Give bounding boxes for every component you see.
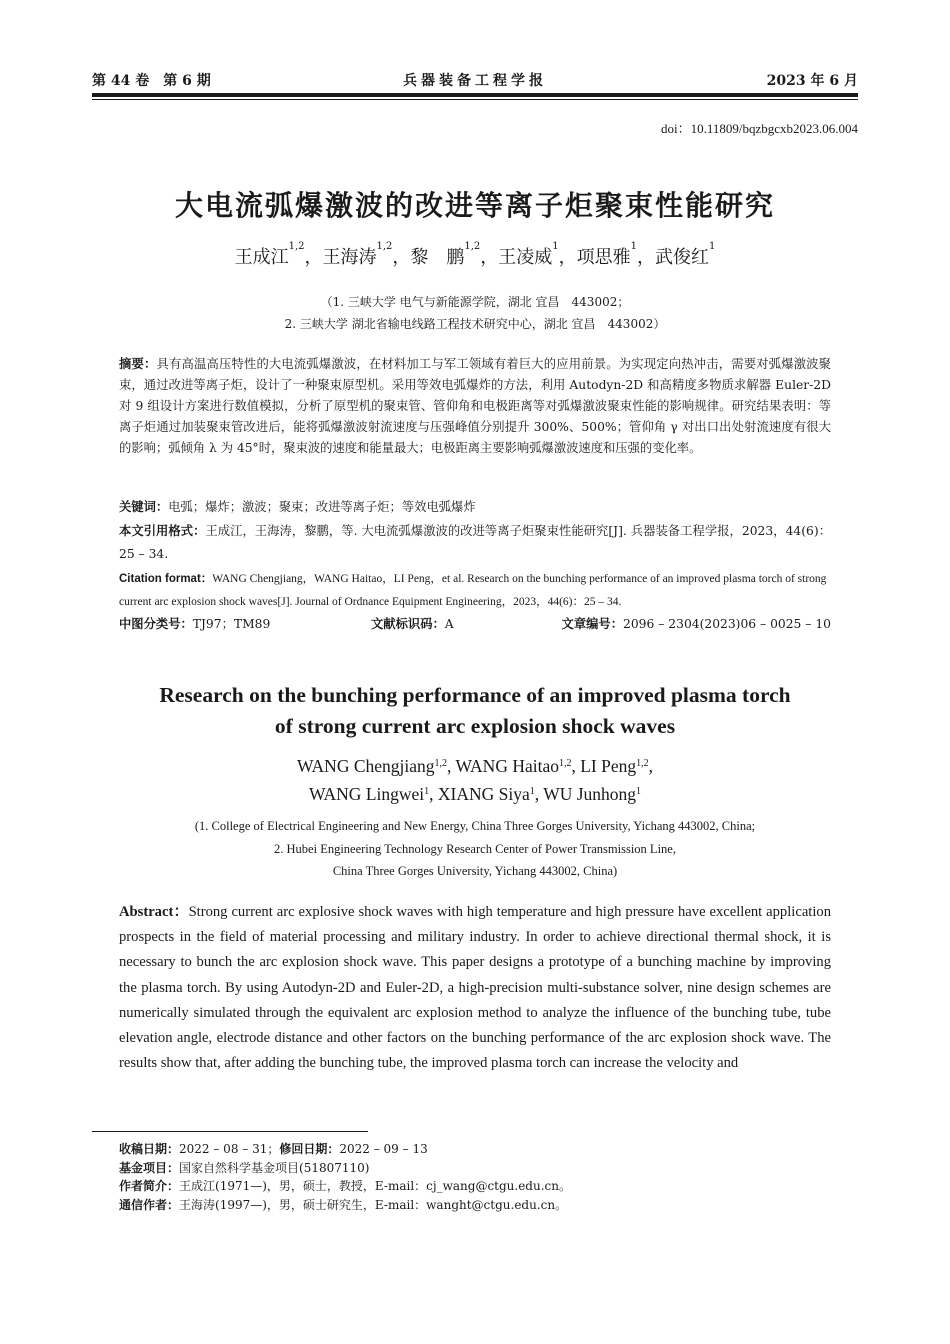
- affiliations-en: [0, 815, 950, 883]
- page-title-en: [90, 680, 860, 742]
- clc-number: 中图分类号：TJ97；TM89: [119, 617, 271, 631]
- article-number: 文章编号：2096 – 2304(2023)06 – 0025 – 10: [561, 617, 831, 631]
- title-en-line: of strong current arc explosion shock waves: [274, 714, 676, 738]
- abstract-cn: [119, 354, 831, 459]
- citation-text-en: WANG Chengjiang，WANG Haitao，LI Peng，et al. Research on the bunching performance of an improved plasma torch of strong current arc explosion shock waves[J]. Journal of Ordnance Equipment Engineering，2023，44(6)：25 – 34.: [119, 573, 827, 608]
- author-cn: 武俊红$^1$: [655, 241, 716, 268]
- footnote-author-bio: 作者简介：王成江(1971—)，男，硕士，教授，E-mail：cj_wang@ctgu.edu.cn。: [119, 1179, 571, 1194]
- running-header: [92, 70, 858, 90]
- affiliation-line: China Three Gorges University, Yichang 443002, China): [332, 864, 618, 878]
- author-cn: 王海涛$^{1,2}$: [322, 241, 393, 268]
- author-list-en: [0, 752, 950, 808]
- author-en: WU Junhong$^1$: [543, 784, 642, 804]
- footnote-dates: 收稿日期：2022 – 08 – 31；修回日期：2022 – 09 – 13: [119, 1142, 428, 1156]
- author-list-cn: 王成江$^{1,2}$，王海涛$^{1,2}$，黎 鹏$^{1,2}$，王凌威$^1$，项思雅$^1$，武俊红$^1$: [234, 241, 716, 268]
- affiliations-cn: [0, 291, 950, 335]
- citation-text-cn: 王成江，王海涛，黎鹏，等. 大电流弧爆激波的改进等离子炬聚束性能研究[J]. 兵器装备工程学报，2023，44(6)：25 – 34.: [119, 524, 831, 561]
- document-code: 文献标识码：A: [371, 617, 454, 631]
- author-cn: 黎 鹏$^{1,2}$: [410, 241, 481, 268]
- author-en: WANG Lingwei$^1$: [308, 784, 430, 804]
- header-rule-thick: [92, 93, 858, 97]
- author-en: LI Peng$^{1,2}$: [580, 756, 649, 776]
- keywords-cn: [119, 497, 831, 518]
- volume-issue: 第 44 卷 第 6 期: [92, 73, 211, 89]
- footnotes: [119, 1140, 831, 1214]
- abstract-text-en: Strong current arc explosive shock waves with high temperature and high pressure have excellent application prospects in the field of material processing and military industry. In order to achieve directional thermal shock, it is necessary to bunch the arc explosion shock wave. This paper designs a prototype of a bunching machine by improving the plasma torch. By using Autodyn-2D and Euler-2D, a high-precision multi-substance solver, nine design schemes are numerically simulated through the equivalent arc explosion method to analyze the influence of the bunching tube, tube elevation angle, electrode distance and other factors on the bunching performance of the arc explosion shock wave. The results show that, after adding the bunching tube, the improved plasma torch can increase the velocity and: [119, 904, 831, 1072]
- author-en: XIANG Siya$^1$: [437, 784, 535, 804]
- author-en: WANG Haitao$^{1,2}$: [455, 756, 572, 776]
- citation-en: [119, 568, 831, 614]
- issue-date: 2023 年 6 月: [766, 73, 858, 89]
- journal-name: 兵器装备工程学报: [403, 73, 547, 89]
- author-line-en: WANG Chengjiang$^{1,2}$, WANG Haitao$^{1,2}$, LI Peng$^{1,2}$,: [296, 756, 654, 776]
- footnote-funding: 基金项目：国家自然科学基金项目(51807110): [119, 1160, 370, 1175]
- citation-cn: [119, 520, 831, 566]
- citation-label-cn: 本文引用格式：: [119, 524, 206, 538]
- abstract-label-cn: 摘要：: [119, 357, 157, 371]
- classification-row: [119, 614, 831, 634]
- author-cn: 王成江$^{1,2}$: [234, 241, 305, 268]
- title-en-line: Research on the bunching performance of an improved plasma torch: [159, 683, 791, 707]
- abstract-text-cn: 具有高温高压特性的大电流弧爆激波，在材料加工与军工领域有着巨大的应用前景。为实现定向热冲击，需要对弧爆激波聚束，通过改进等离子炬，设计了一种聚束原型机。采用等效电弧爆炸的方法，利用 Autodyn-2D 和高精度多物质求解器 Euler-2D 对 9 组设计方案进行数值模拟，分析了原型机的聚束管、管仰角和电极距离等对弧爆激波聚束性能的影响规律。研究结果表明：等离子炬通过加装聚束管改进后，能将弧爆激波射流速度与压强峰值分别提升 300%、500%；管仰角 γ 对出口出处射流速度有很大的影响；弧倾角 λ 为 45°时，聚束波的速度和能量最大；电极距离主要影响弧爆激波速度和压强的变化率。: [119, 357, 831, 455]
- doi[interactable]: doi：10.11809/bqzbgcxb2023.06.004: [660, 121, 858, 136]
- header-rule-thin: [92, 99, 858, 100]
- page-title-cn: 大电流弧爆激波的改进等离子炬聚束性能研究: [174, 189, 775, 222]
- abstract-en: [119, 900, 831, 1076]
- author-cn: 项思雅$^1$: [576, 241, 638, 268]
- author-en: WANG Chengjiang$^{1,2}$: [296, 756, 448, 776]
- affiliation-line: 2. 三峡大学 湖北省输电线路工程技术研究中心，湖北 宜昌 443002）: [284, 317, 666, 331]
- citation-label-en: Citation format：: [119, 573, 213, 585]
- affiliation-line: (1. College of Electrical Engineering and New Energy, China Three Gorges University, Yichang 443002, China;: [194, 819, 756, 833]
- author-cn: 王凌威$^1$: [498, 241, 559, 268]
- footnote-rule: [92, 1131, 368, 1132]
- keywords-text: 电弧；爆炸；激波；聚束；改进等离子炬；等效电弧爆炸: [168, 500, 476, 514]
- keywords-label: 关键词：: [119, 500, 169, 514]
- affiliation-line: 2. Hubei Engineering Technology Research Center of Power Transmission Line,: [274, 841, 676, 856]
- footnote-corresponding-author: 通信作者：王海涛(1997—)，男，硕士研究生，E-mail：wanght@ctgu.edu.cn。: [119, 1197, 568, 1212]
- affiliation-line: （1. 三峡大学 电气与新能源学院，湖北 宜昌 443002；: [320, 295, 630, 309]
- author-line-en: WANG Lingwei$^1$, XIANG Siya$^1$, WU Junhong$^1$: [308, 784, 642, 804]
- abstract-label-en: Abstract：: [119, 904, 189, 920]
